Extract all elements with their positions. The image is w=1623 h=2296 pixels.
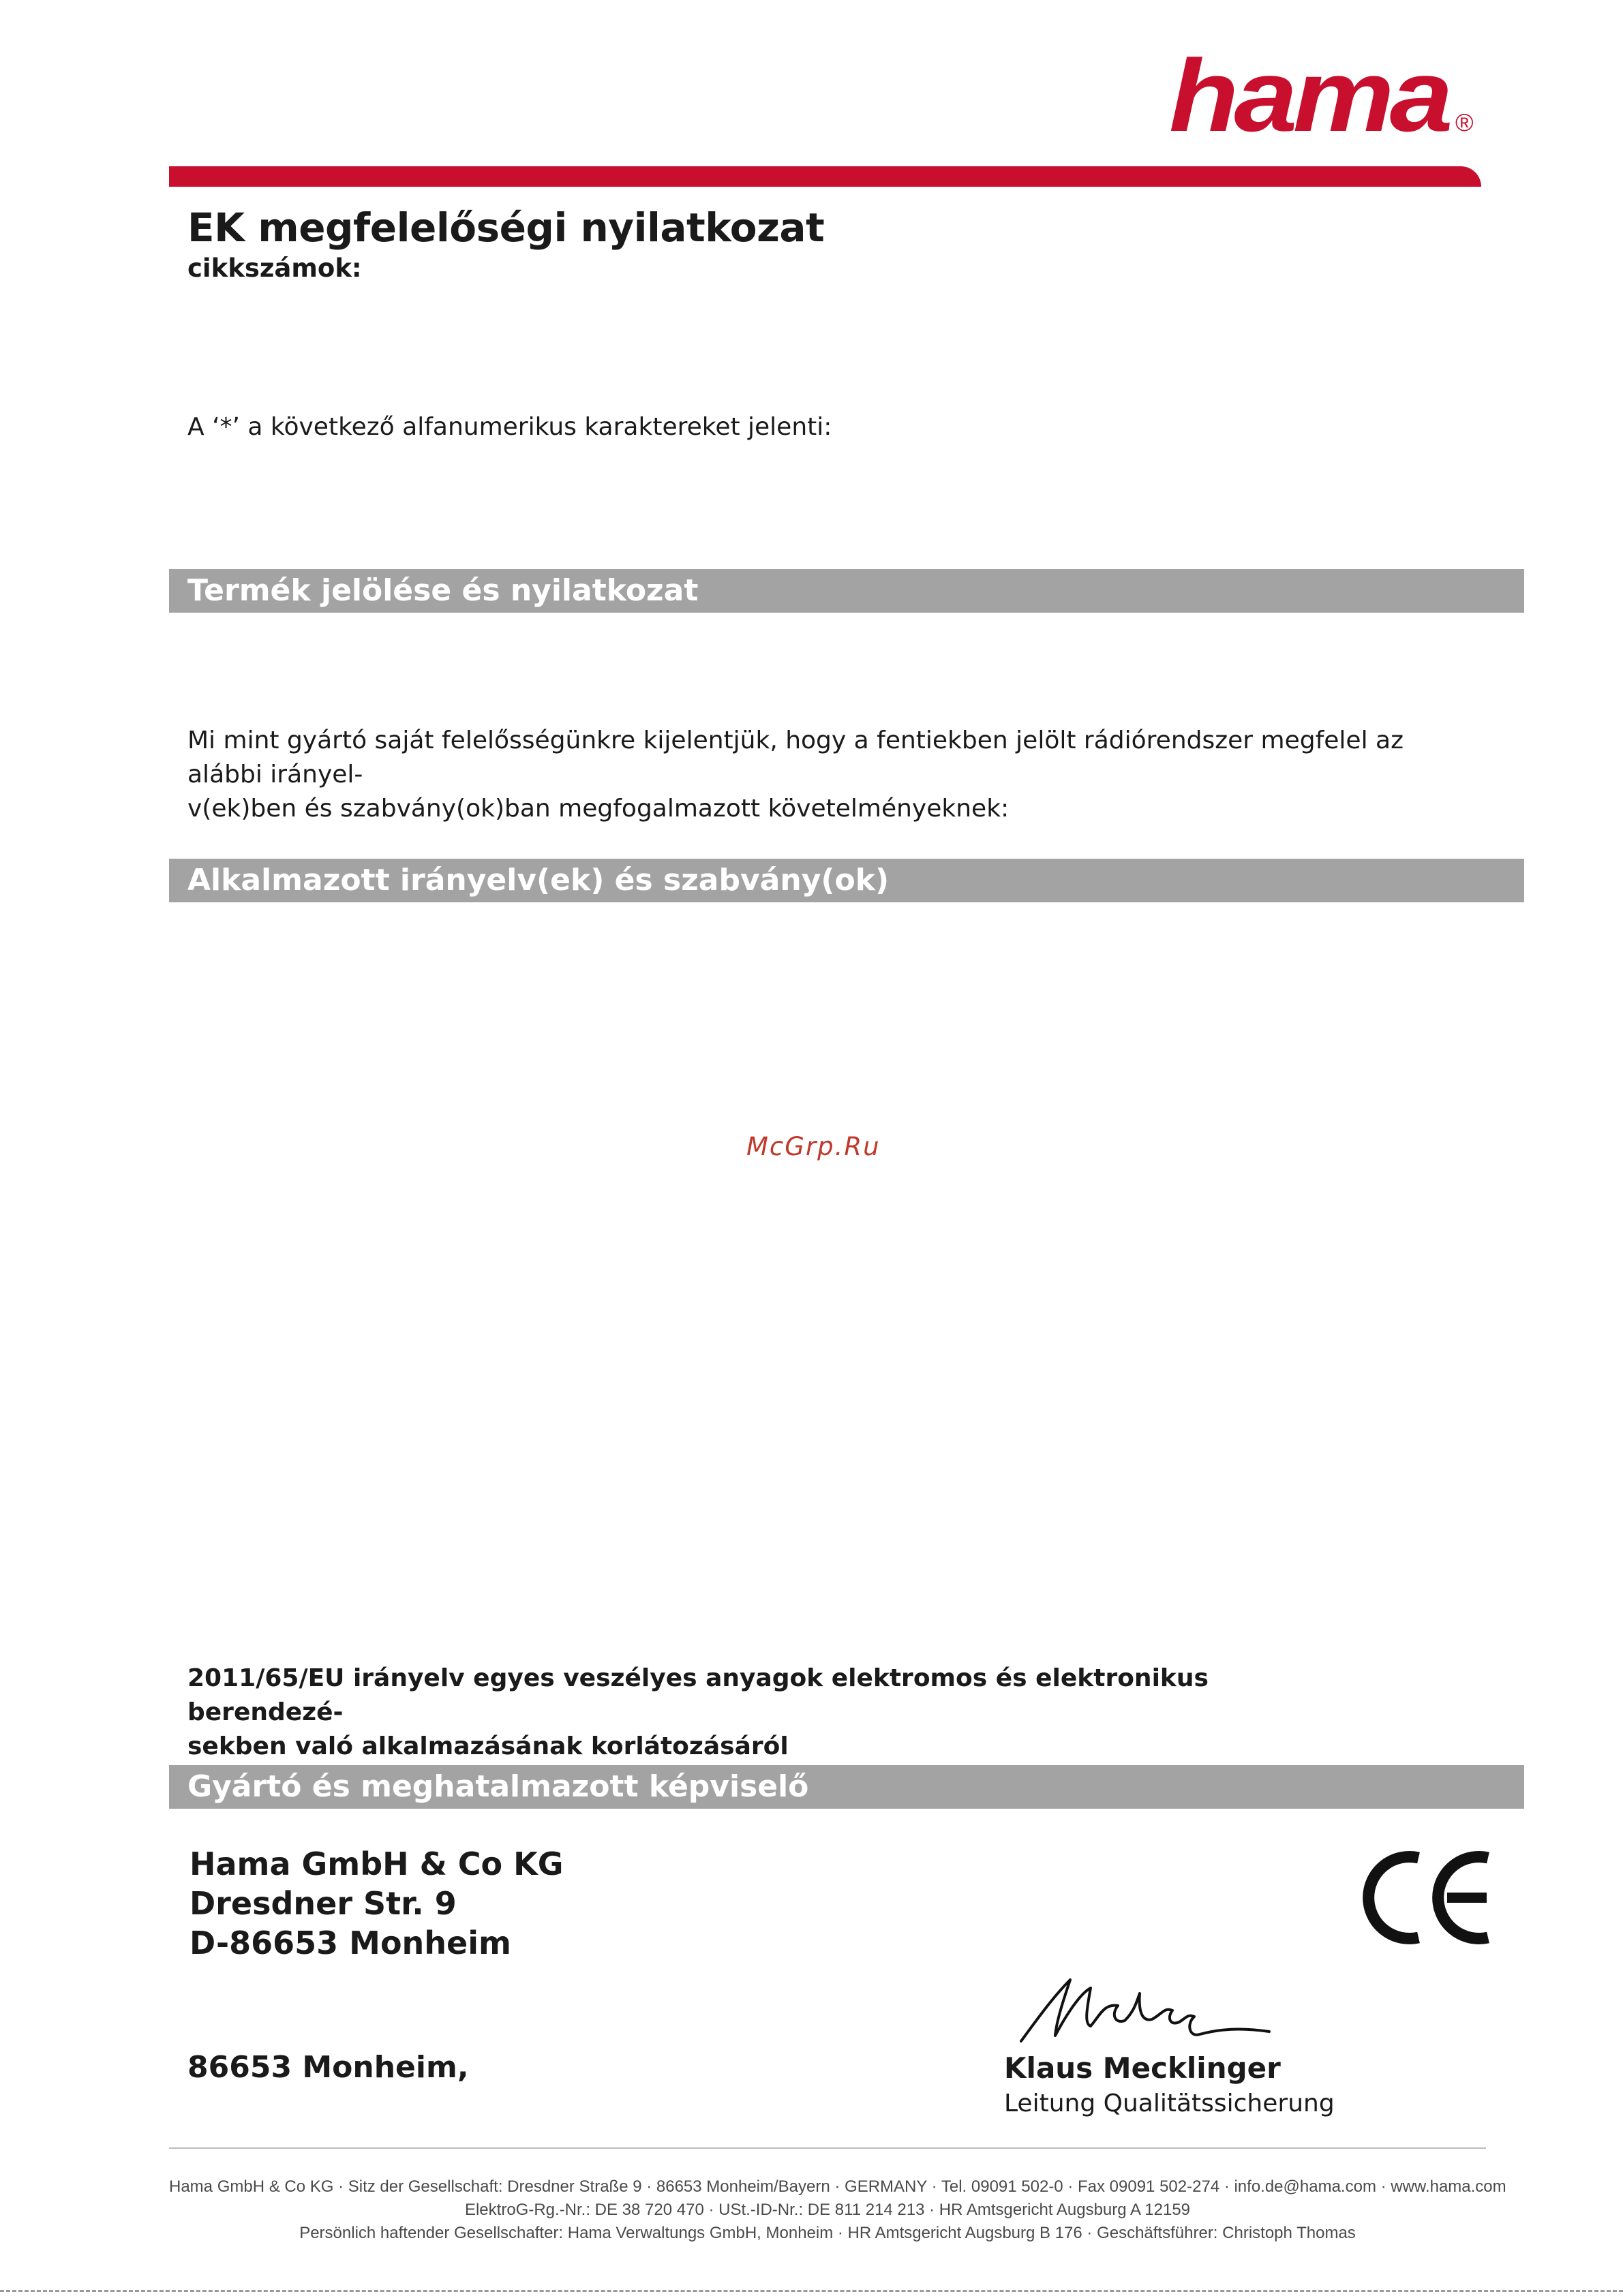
street: Dresdner Str. 9	[189, 1885, 457, 1922]
section-manufacturer: Gyártó és meghatalmazott képviselő	[169, 1765, 1524, 1809]
footer	[169, 2175, 1506, 2245]
brand-wordmark: hama	[1169, 48, 1451, 143]
manufacturer-address	[189, 1844, 564, 1963]
company-name: Hama GmbH & Co KG	[189, 1846, 564, 1882]
rohs-directive	[187, 1662, 1305, 1764]
footer-line-2: ElektroG-Rg.-Nr.: DE 38 720 470 · USt.-ID-Nr.: DE 811 214 213 · HR Amtsgericht Augsburg A 12159	[464, 2201, 1191, 2219]
section-directives: Alkalmazott irányelv(ek) és szabvány(ok)	[169, 859, 1524, 902]
page-title: EK megfelelőségi nyilatkozat	[187, 204, 825, 251]
footer-divider	[169, 2147, 1486, 2149]
signer-role: Leitung Qualitätssicherung	[1004, 2090, 1335, 2117]
declaration-line-2: v(ek)ben és szabvány(ok)ban megfogalmazott követelményeknek:	[187, 795, 1010, 823]
footer-line-1: Hama GmbH & Co KG · Sitz der Gesellschaft: Dresdner Straße 9 · 86653 Monheim/Bayern · GERMANY · Tel. 09091 502-0 · Fax 09091 502-274 · info.de@hama.com · www.hama.com	[169, 2177, 1506, 2196]
asterisk-note: A ‘*’ a következő alfanumerikus karaktereket jelenti:	[187, 413, 832, 441]
signature	[1016, 1973, 1275, 2048]
declaration-text	[187, 724, 1483, 826]
registered-mark: ®	[1455, 108, 1474, 136]
section-product: Termék jelölése és nyilatkozat	[169, 569, 1524, 613]
city: D-86653 Monheim	[189, 1925, 511, 1961]
rohs-line-1: 2011/65/EU irányelv egyes veszélyes anyagok elektromos és elektronikus berendezé-	[187, 1664, 1209, 1726]
signer-name: Klaus Mecklinger	[1004, 2051, 1281, 2085]
declaration-line-1: Mi mint gyártó saját felelősségünkre kijelentjük, hogy a fentiekben jelölt rádiórendszer megfelel az alábbi irányel-	[187, 726, 1404, 789]
watermark: McGrp.Ru	[746, 1132, 881, 1161]
hama-logo	[1169, 48, 1483, 143]
ce-mark-icon	[1360, 1848, 1496, 1947]
page-edge-dashes	[0, 2290, 1623, 2292]
rohs-line-2: sekben való alkalmazásának korlátozásáról	[187, 1732, 789, 1760]
article-numbers-label: cikkszámok:	[187, 254, 362, 283]
footer-line-3: Persönlich haftender Gesellschafter: Hama Verwaltungs GmbH, Monheim · HR Amtsgericht Augsburg B 176 · Geschäftsführer: Christoph Thomas	[299, 2224, 1356, 2242]
place: 86653 Monheim,	[187, 2050, 469, 2085]
header-red-bar	[169, 166, 1481, 187]
